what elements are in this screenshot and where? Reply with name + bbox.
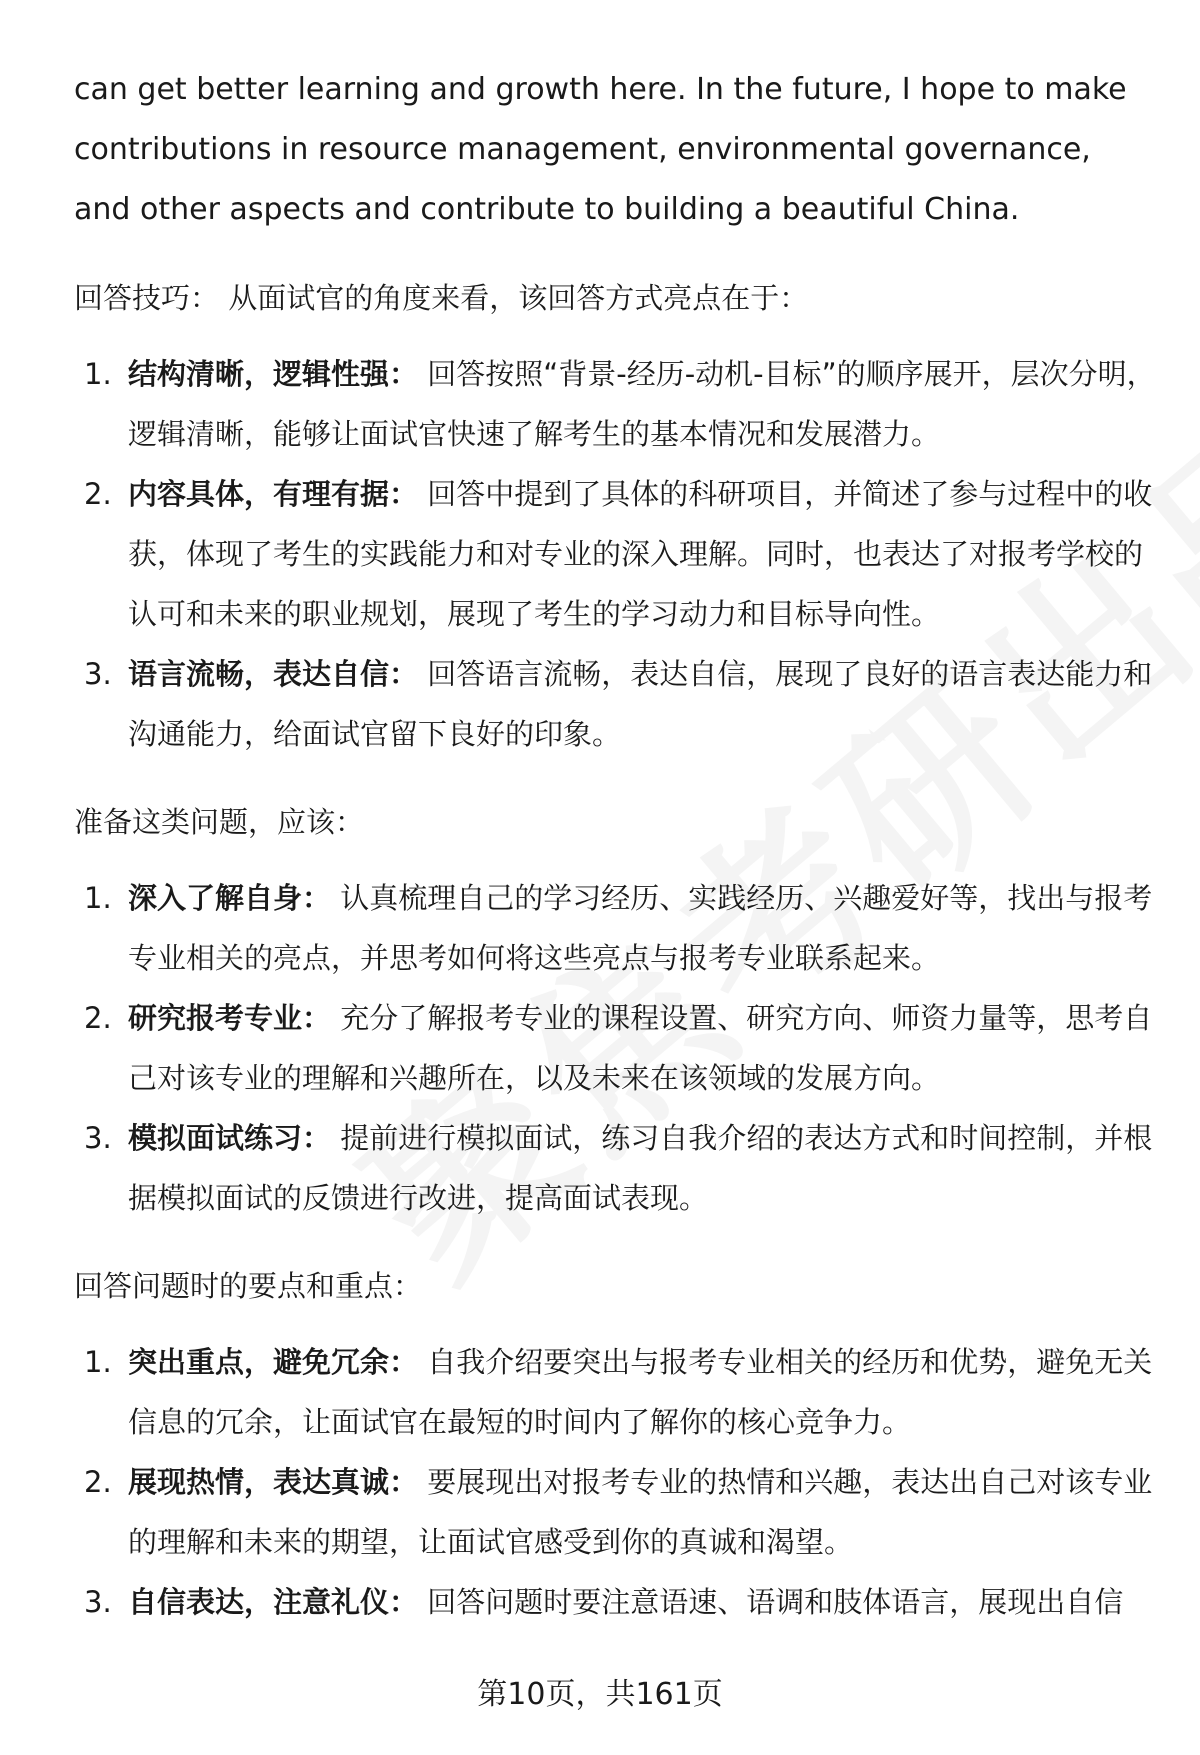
item-text: 要展现出对报考专业的热情和兴趣，表达出自己对该专业的理解和未来的期望，让面试官感受到你的真诚和渴望。 [128,1465,1153,1559]
list-number: 2. [84,1465,112,1499]
section-label: 回答问题时的要点和重点： [74,1269,423,1303]
list-item [74,1452,1164,1572]
intro-paragraph: can get better learning and growth here. In the future, I hope to make contributions in resource management, environmental governance, and other aspects and contribute to building a beautiful China. [74,72,1127,227]
list-number: 2. [84,1001,112,1035]
list-item [74,1572,1164,1632]
numbered-list [74,868,1164,1228]
page-number-footer: 第10页，共161页 [477,1677,723,1712]
list-number: 1. [84,881,112,915]
numbered-list [74,1332,1164,1632]
list-item [74,1332,1164,1452]
item-lead: 突出重点，避免冗余： [128,1345,419,1379]
list-item [74,868,1164,988]
item-lead: 深入了解自身： [128,881,332,915]
list-number: 3. [84,1585,112,1619]
section-label: 回答技巧： 从面试官的角度来看，该回答方式亮点在于： [74,281,809,315]
list-item [74,464,1164,644]
item-text: 充分了解报考专业的课程设置、研究方向、师资力量等，思考自己对该专业的理解和兴趣所在，以及未来在该领域的发展方向。 [128,1001,1153,1095]
list-item [74,988,1164,1108]
list-number: 1. [84,357,112,391]
list-item [74,644,1164,764]
list-number: 1. [84,1345,112,1379]
item-lead: 自信表达，注意礼仪： [128,1585,419,1619]
item-lead: 结构清晰，逻辑性强： [128,357,419,391]
item-lead: 展现热情，表达真诚： [128,1465,419,1499]
item-text: 自我介绍要突出与报考专业相关的经历和优势，避免无关信息的冗余，让面试官在最短的时间内了解你的核心竞争力。 [128,1345,1153,1439]
list-number: 3. [84,1121,112,1155]
section-label: 准备这类问题，应该： [74,805,365,839]
item-text: 回答问题时要注意语速、语调和肢体语言，展现出自信 [418,1585,1124,1619]
numbered-list [74,344,1164,764]
item-lead: 模拟面试练习： [128,1121,332,1155]
list-item [74,344,1164,464]
item-lead: 研究报考专业： [128,1001,332,1035]
section-preparation [74,792,1164,1228]
item-text: 回答按照“背景-经历-动机-目标”的顺序展开，层次分明，逻辑清晰，能够让面试官快速了解考生的基本情况和发展潜力。 [128,357,1156,451]
list-number: 3. [84,657,112,691]
item-text: 回答语言流畅，表达自信，展现了良好的语言表达能力和沟通能力，给面试官留下良好的印象。 [128,657,1153,751]
section-answer-tips [74,268,1164,764]
section-key-points [74,1256,1164,1632]
item-text: 提前进行模拟面试，练习自我介绍的表达方式和时间控制，并根据模拟面试的反馈进行改进，提高面试表现。 [128,1121,1153,1215]
list-item [74,1108,1164,1228]
item-text: 回答中提到了具体的科研项目，并简述了参与过程中的收获，体现了考生的实践能力和对专业的深入理解。同时，也表达了对报考学校的认可和未来的职业规划，展现了考生的学习动力和目标导向性。 [128,477,1153,631]
list-number: 2. [84,477,112,511]
item-text: 认真梳理自己的学习经历、实践经历、兴趣爱好等，找出与报考专业相关的亮点，并思考如何将这些亮点与报考专业联系起来。 [128,881,1153,975]
page-content [74,60,1164,1632]
item-lead: 内容具体，有理有据： [128,477,419,511]
item-lead: 语言流畅，表达自信： [128,657,419,691]
